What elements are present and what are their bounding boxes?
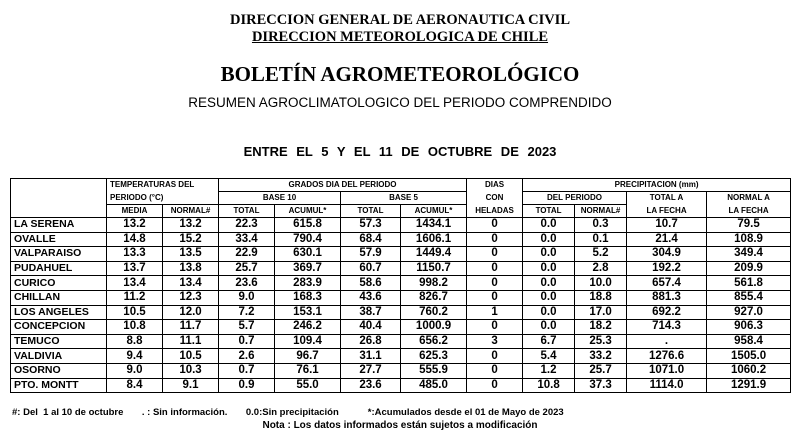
cell-b5-total: 57.9 xyxy=(341,247,401,262)
cell-heladas: 0 xyxy=(467,276,523,291)
b5-acumul-header: ACUMUL* xyxy=(401,205,467,218)
cell-station: CHILLAN xyxy=(11,290,107,305)
cell-normal-fecha: 855.4 xyxy=(707,290,791,305)
cell-b10-total: 9.0 xyxy=(219,290,275,305)
cell-media: 13.2 xyxy=(107,218,163,233)
cell-b5-acumul: 555.9 xyxy=(401,363,467,378)
bulletin-title: BOLETÍN AGROMETEOROLÓGICO xyxy=(220,62,580,86)
cell-b10-acumul: 283.9 xyxy=(275,276,341,291)
cell-p-normal: 0.1 xyxy=(575,232,627,247)
p-total-header: TOTAL xyxy=(523,205,575,218)
cell-p-total: 6.7 xyxy=(523,334,575,349)
cell-total-fecha: . xyxy=(627,334,707,349)
cell-normal: 13.5 xyxy=(163,247,219,262)
cell-p-total: 0.0 xyxy=(523,305,575,320)
cell-p-normal: 37.3 xyxy=(575,378,627,393)
del-periodo-header: DEL PERIODO xyxy=(523,192,627,205)
media-header: MEDIA xyxy=(107,205,163,218)
cell-station: TEMUCO xyxy=(11,334,107,349)
table-row xyxy=(11,290,791,305)
precip-group-header: PRECIPITACION (mm) xyxy=(523,179,791,192)
cell-total-fecha: 10.7 xyxy=(627,218,707,233)
cell-normal: 10.3 xyxy=(163,363,219,378)
cell-b5-total: 58.6 xyxy=(341,276,401,291)
cell-p-total: 0.0 xyxy=(523,276,575,291)
cell-b5-acumul: 1606.1 xyxy=(401,232,467,247)
cell-media: 13.7 xyxy=(107,261,163,276)
cell-p-normal: 18.8 xyxy=(575,290,627,305)
cell-normal: 11.7 xyxy=(163,320,219,335)
table-row xyxy=(11,305,791,320)
cell-station: PUDAHUEL xyxy=(11,261,107,276)
cell-b10-acumul: 76.1 xyxy=(275,363,341,378)
cell-total-fecha: 714.3 xyxy=(627,320,707,335)
table-row xyxy=(11,349,791,364)
cell-p-normal: 25.7 xyxy=(575,363,627,378)
cell-total-fecha: 692.2 xyxy=(627,305,707,320)
footer-note: Nota : Los datos informados están sujetos a modificación xyxy=(262,420,538,431)
agro-table xyxy=(10,178,791,393)
department-name: DIRECCION METEOROLOGICA DE CHILE xyxy=(251,29,549,45)
normal-a-header: NORMAL A xyxy=(707,192,791,205)
cell-b5-acumul: 760.2 xyxy=(401,305,467,320)
cell-media: 8.4 xyxy=(107,378,163,393)
cell-b5-total: 26.8 xyxy=(341,334,401,349)
cell-p-normal: 10.0 xyxy=(575,276,627,291)
la-fecha-header-2: LA FECHA xyxy=(707,205,791,218)
cell-b10-acumul: 109.4 xyxy=(275,334,341,349)
cell-p-total: 0.0 xyxy=(523,232,575,247)
cell-b10-total: 23.6 xyxy=(219,276,275,291)
cell-p-total: 0.0 xyxy=(523,247,575,262)
cell-b10-total: 7.2 xyxy=(219,305,275,320)
cell-b5-total: 60.7 xyxy=(341,261,401,276)
cell-normal-fecha: 958.4 xyxy=(707,334,791,349)
cell-b10-acumul: 96.7 xyxy=(275,349,341,364)
cell-p-total: 0.0 xyxy=(523,320,575,335)
cell-p-normal: 33.2 xyxy=(575,349,627,364)
table-row xyxy=(11,218,791,233)
table-row xyxy=(11,320,791,335)
cell-b10-acumul: 55.0 xyxy=(275,378,341,393)
cell-media: 11.2 xyxy=(107,290,163,305)
cell-total-fecha: 21.4 xyxy=(627,232,707,247)
cell-p-normal: 0.3 xyxy=(575,218,627,233)
cell-station: LA SERENA xyxy=(11,218,107,233)
cell-b10-total: 25.7 xyxy=(219,261,275,276)
cell-b10-acumul: 168.3 xyxy=(275,290,341,305)
cell-b5-acumul: 656.2 xyxy=(401,334,467,349)
con-header: CON xyxy=(467,192,523,205)
cell-p-total: 1.2 xyxy=(523,363,575,378)
cell-p-total: 0.0 xyxy=(523,290,575,305)
cell-b5-acumul: 1434.1 xyxy=(401,218,467,233)
table-row xyxy=(11,232,791,247)
cell-b5-total: 57.3 xyxy=(341,218,401,233)
cell-b5-total: 27.7 xyxy=(341,363,401,378)
cell-b5-total: 68.4 xyxy=(341,232,401,247)
cell-b10-total: 5.7 xyxy=(219,320,275,335)
cell-p-total: 5.4 xyxy=(523,349,575,364)
total-a-header: TOTAL A xyxy=(627,192,707,205)
table-row xyxy=(11,378,791,393)
cell-p-normal: 17.0 xyxy=(575,305,627,320)
cell-normal: 10.5 xyxy=(163,349,219,364)
cell-heladas: 0 xyxy=(467,261,523,276)
cell-b10-acumul: 369.7 xyxy=(275,261,341,276)
la-fecha-header: LA FECHA xyxy=(627,205,707,218)
cell-media: 10.5 xyxy=(107,305,163,320)
cell-normal: 13.2 xyxy=(163,218,219,233)
cell-heladas: 0 xyxy=(467,247,523,262)
cell-station: VALPARAISO xyxy=(11,247,107,262)
cell-normal-fecha: 349.4 xyxy=(707,247,791,262)
cell-b5-acumul: 1449.4 xyxy=(401,247,467,262)
heladas-header: HELADAS xyxy=(467,205,523,218)
cell-heladas: 3 xyxy=(467,334,523,349)
cell-heladas: 0 xyxy=(467,363,523,378)
cell-b5-acumul: 1000.9 xyxy=(401,320,467,335)
cell-b10-total: 0.7 xyxy=(219,363,275,378)
temp-group-header-2: PERIODO (°C) xyxy=(107,192,219,205)
footer-legend: #: Del 1 al 10 de octubre . : Sin información. 0.0:Sin precipitación *:Acumulados desde el 01 de Mayo de 2023 xyxy=(12,407,564,418)
cell-p-total: 0.0 xyxy=(523,218,575,233)
cell-b5-acumul: 998.2 xyxy=(401,276,467,291)
cell-station: VALDIVIA xyxy=(11,349,107,364)
cell-normal-fecha: 1060.2 xyxy=(707,363,791,378)
p-normal-header: NORMAL# xyxy=(575,205,627,218)
cell-normal-fecha: 1291.9 xyxy=(707,378,791,393)
temp-group-header: TEMPERATURAS DEL xyxy=(107,179,219,192)
cell-b10-total: 22.3 xyxy=(219,218,275,233)
cell-normal-fecha: 108.9 xyxy=(707,232,791,247)
cell-normal: 12.3 xyxy=(163,290,219,305)
cell-normal: 15.2 xyxy=(163,232,219,247)
cell-b10-total: 33.4 xyxy=(219,232,275,247)
base5-header: BASE 5 xyxy=(341,192,467,205)
cell-p-normal: 5.2 xyxy=(575,247,627,262)
cell-b10-acumul: 615.8 xyxy=(275,218,341,233)
cell-normal: 9.1 xyxy=(163,378,219,393)
b5-total-header: TOTAL xyxy=(341,205,401,218)
table-body xyxy=(11,218,791,393)
cell-p-normal: 2.8 xyxy=(575,261,627,276)
cell-heladas: 0 xyxy=(467,290,523,305)
cell-b10-acumul: 246.2 xyxy=(275,320,341,335)
cell-media: 8.8 xyxy=(107,334,163,349)
cell-station: OSORNO xyxy=(11,363,107,378)
cell-normal: 11.1 xyxy=(163,334,219,349)
cell-total-fecha: 881.3 xyxy=(627,290,707,305)
cell-b5-total: 31.1 xyxy=(341,349,401,364)
cell-b5-acumul: 826.7 xyxy=(401,290,467,305)
table-row xyxy=(11,334,791,349)
cell-station: OVALLE xyxy=(11,232,107,247)
table-row xyxy=(11,247,791,262)
agency-name: DIRECCION GENERAL DE AERONAUTICA CIVIL xyxy=(229,12,570,28)
table-row xyxy=(11,363,791,378)
normal-header: NORMAL# xyxy=(163,205,219,218)
cell-heladas: 0 xyxy=(467,349,523,364)
cell-heladas: 0 xyxy=(467,218,523,233)
cell-total-fecha: 1114.0 xyxy=(627,378,707,393)
cell-heladas: 0 xyxy=(467,232,523,247)
b10-acumul-header: ACUMUL* xyxy=(275,205,341,218)
cell-normal-fecha: 79.5 xyxy=(707,218,791,233)
cell-station: PTO. MONTT xyxy=(11,378,107,393)
cell-b5-total: 23.6 xyxy=(341,378,401,393)
cell-media: 9.4 xyxy=(107,349,163,364)
cell-total-fecha: 1276.6 xyxy=(627,349,707,364)
cell-b10-total: 22.9 xyxy=(219,247,275,262)
cell-station: LOS ANGELES xyxy=(11,305,107,320)
cell-station: CONCEPCION xyxy=(11,320,107,335)
cell-normal-fecha: 209.9 xyxy=(707,261,791,276)
b10-total-header: TOTAL xyxy=(219,205,275,218)
cell-normal-fecha: 927.0 xyxy=(707,305,791,320)
cell-b5-acumul: 485.0 xyxy=(401,378,467,393)
gdd-group-header: GRADOS DIA DEL PERIODO xyxy=(219,179,467,192)
cell-media: 14.8 xyxy=(107,232,163,247)
cell-b5-acumul: 625.3 xyxy=(401,349,467,364)
cell-heladas: 1 xyxy=(467,305,523,320)
cell-b10-total: 0.9 xyxy=(219,378,275,393)
cell-b10-total: 0.7 xyxy=(219,334,275,349)
cell-total-fecha: 304.9 xyxy=(627,247,707,262)
table-row xyxy=(11,261,791,276)
cell-normal-fecha: 561.8 xyxy=(707,276,791,291)
cell-total-fecha: 657.4 xyxy=(627,276,707,291)
cell-normal: 13.8 xyxy=(163,261,219,276)
table-row xyxy=(11,276,791,291)
cell-b10-acumul: 153.1 xyxy=(275,305,341,320)
cell-b5-total: 43.6 xyxy=(341,290,401,305)
cell-media: 9.0 xyxy=(107,363,163,378)
cell-b5-acumul: 1150.7 xyxy=(401,261,467,276)
cell-station: CURICO xyxy=(11,276,107,291)
cell-p-total: 0.0 xyxy=(523,261,575,276)
cell-p-normal: 18.2 xyxy=(575,320,627,335)
cell-total-fecha: 1071.0 xyxy=(627,363,707,378)
cell-p-total: 10.8 xyxy=(523,378,575,393)
cell-b5-total: 38.7 xyxy=(341,305,401,320)
cell-media: 13.3 xyxy=(107,247,163,262)
base10-header: BASE 10 xyxy=(219,192,341,205)
cell-b10-acumul: 790.4 xyxy=(275,232,341,247)
cell-normal: 12.0 xyxy=(163,305,219,320)
cell-media: 13.4 xyxy=(107,276,163,291)
dias-header: DIAS xyxy=(467,179,523,192)
cell-b10-total: 2.6 xyxy=(219,349,275,364)
cell-normal-fecha: 1505.0 xyxy=(707,349,791,364)
cell-p-normal: 25.3 xyxy=(575,334,627,349)
cell-normal-fecha: 906.3 xyxy=(707,320,791,335)
cell-normal: 13.4 xyxy=(163,276,219,291)
bulletin-subtitle: RESUMEN AGROCLIMATOLOGICO DEL PERIODO COMPRENDIDO xyxy=(188,95,612,110)
cell-b5-total: 40.4 xyxy=(341,320,401,335)
cell-b10-acumul: 630.1 xyxy=(275,247,341,262)
cell-media: 10.8 xyxy=(107,320,163,335)
cell-total-fecha: 192.2 xyxy=(627,261,707,276)
cell-heladas: 0 xyxy=(467,320,523,335)
cell-heladas: 0 xyxy=(467,378,523,393)
period-range: ENTRE EL 5 Y EL 11 DE OCTUBRE DE 2023 xyxy=(243,144,557,159)
